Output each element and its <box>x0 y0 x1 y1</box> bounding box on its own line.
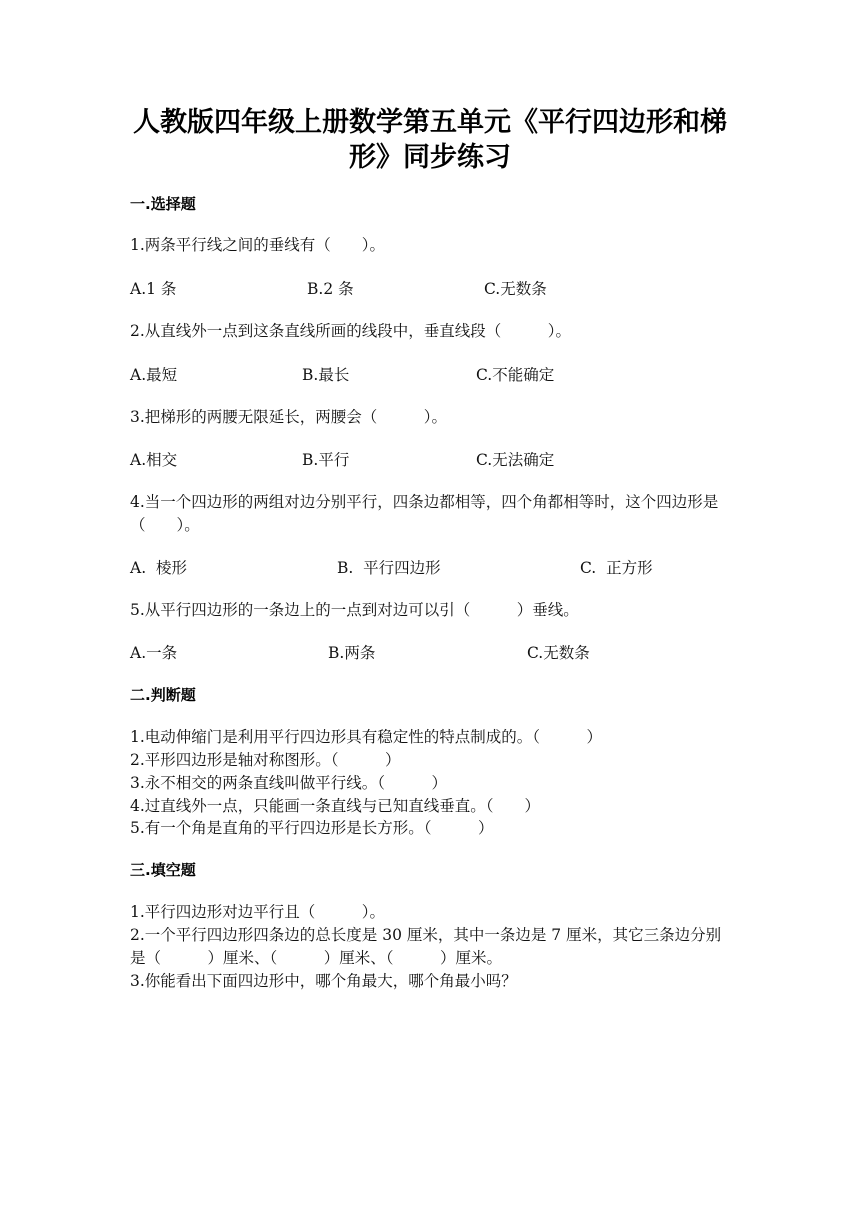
choice-question-4: 4.当一个四边形的两组对边分别平行，四条边都相等，四个角都相等时，这个四边形是（ ）。 <box>130 493 719 534</box>
choice-3-option-c: C.无法确定 <box>476 451 555 469</box>
judge-item-1: 1.电动伸缩门是利用平行四边形具有稳定性的特点制成的。（ ） <box>130 728 603 746</box>
judge-item-4: 4.过直线外一点，只能画一条直线与已知直线垂直。（ ） <box>130 797 541 815</box>
choice-3-option-b: B.平行 <box>302 451 350 469</box>
judge-item-2: 2.平形四边形是轴对称图形。（ ） <box>130 751 401 769</box>
choice-question-3: 3.把梯形的两腰无限延长，两腰会（ ）。 <box>130 408 448 426</box>
fill-item-1: 1.平行四边形对边平行且（ ）。 <box>130 903 386 921</box>
choice-1-option-b: B.2 条 <box>307 280 354 298</box>
judge-item-5: 5.有一个角是直角的平行四边形是长方形。（ ） <box>130 819 494 837</box>
choice-5-option-b: B.两条 <box>328 644 376 662</box>
choice-4-option-c: C. 正方形 <box>580 559 653 577</box>
choice-question-5: 5.从平行四边形的一条边上的一点到对边可以引（ ）垂线。 <box>130 601 579 619</box>
choice-question-2: 2.从直线外一点到这条直线所画的线段中，垂直线段（ ）。 <box>130 322 572 340</box>
choice-2-option-c: C.不能确定 <box>476 366 555 384</box>
fill-item-3: 3.你能看出下面四边形中，哪个角最大，哪个角最小吗？ <box>130 972 517 990</box>
section-heading-choice: 一.选择题 <box>130 195 196 213</box>
choice-4-option-b: B. 平行四边形 <box>337 559 441 577</box>
choice-1-option-c: C.无数条 <box>484 280 547 298</box>
section-heading-judge: 二.判断题 <box>130 686 196 704</box>
choice-5-option-a: A.一条 <box>130 644 178 662</box>
choice-2-option-a: A.最短 <box>130 366 178 384</box>
page-title-line-1: 人教版四年级上册数学第五单元《平行四边形和梯 <box>133 107 727 138</box>
section-heading-fill: 三.填空题 <box>130 861 196 879</box>
choice-5-option-c: C.无数条 <box>527 644 590 662</box>
fill-item-2: 2.一个平行四边形四条边的总长度是 30 厘米，其中一条边是 7 厘米，其它三条边分别是（ ）厘米、（ ）厘米、（ ）厘米。 <box>130 926 722 967</box>
choice-1-option-a: A.1 条 <box>130 280 177 298</box>
choice-2-option-b: B.最长 <box>302 366 350 384</box>
judge-item-3: 3.永不相交的两条直线叫做平行线。（ ） <box>130 774 448 792</box>
choice-4-option-a: A. 棱形 <box>130 559 187 577</box>
choice-question-1: 1.两条平行线之间的垂线有（ ）。 <box>130 236 386 254</box>
choice-3-option-a: A.相交 <box>130 451 178 469</box>
page-title-line-2: 形》同步练习 <box>349 142 511 173</box>
